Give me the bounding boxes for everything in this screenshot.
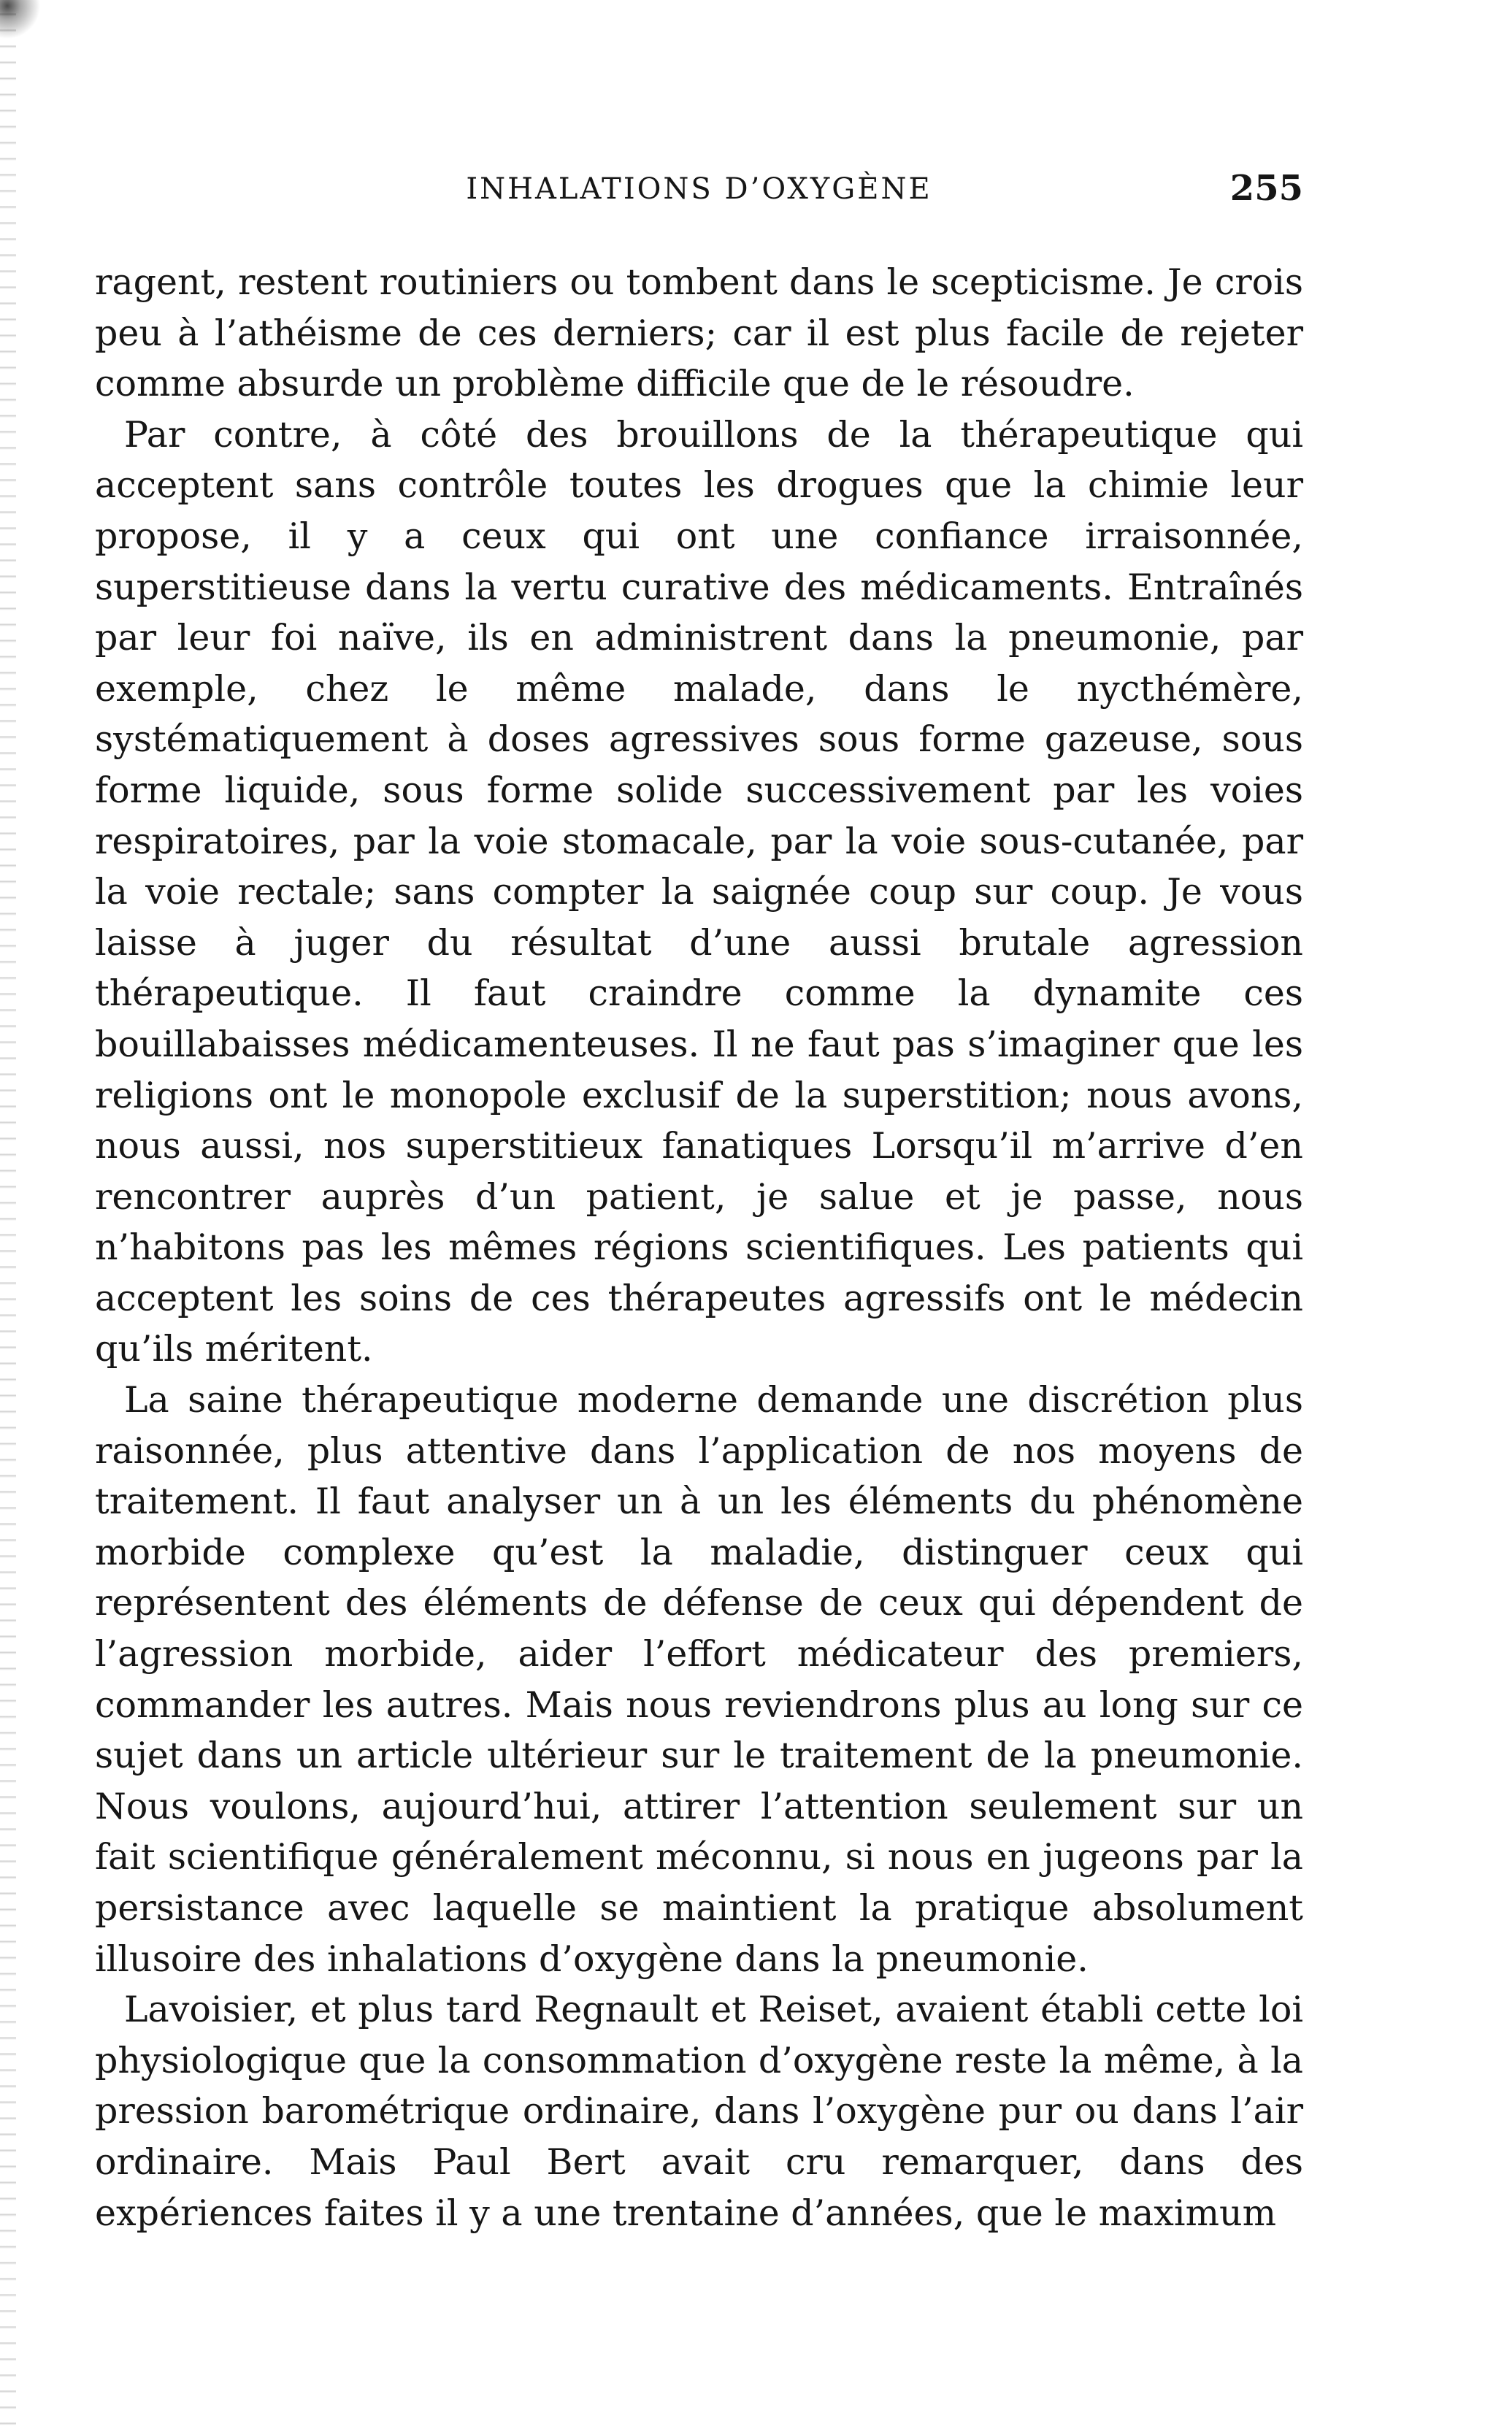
paragraph: La saine thérapeutique moderne demande une discrétion plus raisonnée, plus attentive dans l’application de nos moyens de traitement. Il faut analyser un à un les éléments du phénomène morbide complexe qu’est la maladie, distinguer ceux qui représentent des éléments de défense de ceux qui dépendent de l’agression morbide, aider l’effort médicateur des premiers, commander les autres. Mais nous reviendrons plus au long sur ce sujet dans un article ultérieur sur le traitement de la pneumonie. Nous voulons, aujourd’hui, attirer l’attention seulement sur un fait scientifique généralement méconnu, si nous en jugeons par la persistance avec laquelle se maintient la pratique absolument illusoire des inhalations d’oxygène dans la pneumonie. xyxy=(95,1379,1303,1980)
page-number: 255 xyxy=(1229,168,1303,209)
paragraph: Par contre, à côté des brouillons de la thérapeutique qui acceptent sans contrôle toutes les drogues que la chimie leur propose, il y a ceux qui ont une confiance irraisonnée, superstitieuse dans la vertu curative des médicaments. Entraînés par leur foi naïve, ils en administrent dans la pneumonie, par exemple, chez le même malade, dans le nycthémère, systématiquement à doses agressives sous forme gazeuse, sous forme liquide, sous forme solide successivement par les voies respiratoires, par la voie stomacale, par la voie sous-cutanée, par la voie rectale; sans compter la saignée coup sur coup. Je vous laisse à juger du résultat d’une aussi brutale agression thérapeutique. Il faut craindre comme la dynamite ces bouillabaisses médicamenteuses. Il ne faut pas s’imaginer que les religions ont le monopole exclusif de la superstition; nous avons, nous aussi, nos superstitieux fanatiques Lorsqu’il m’arrive d’en rencontrer auprès d’un patient, je salue et je passe, nous n’habitons pas les mêmes régions scientifiques. Les patients qui acceptent les soins de ces thérapeutes agressifs ont le médecin qu’ils méritent. xyxy=(95,413,1303,1370)
scan-corner-mark xyxy=(0,0,51,44)
body-text xyxy=(95,257,1303,2238)
paragraph: Lavoisier, et plus tard Regnault et Reiset, avaient établi cette loi physiologique que la consommation d’oxygène reste la même, à la pression barométrique ordinaire, dans l’oxygène pur ou dans l’air ordinaire. Mais Paul Bert avait cru remarquer, dans des expériences faites il y a une trentaine d’années, que le maximum xyxy=(95,1989,1303,2234)
paragraph-continued: ragent, restent routiniers ou tombent dans le scepticisme. Je crois peu à l’athéisme de ces derniers; car il est plus facile de rejeter comme absurde un problème difficile que de le résoudre. xyxy=(95,261,1303,405)
scan-binding-edge xyxy=(0,0,16,2426)
page-header xyxy=(95,165,1303,216)
running-title: INHALATIONS D’OXYGÈNE xyxy=(466,172,932,206)
